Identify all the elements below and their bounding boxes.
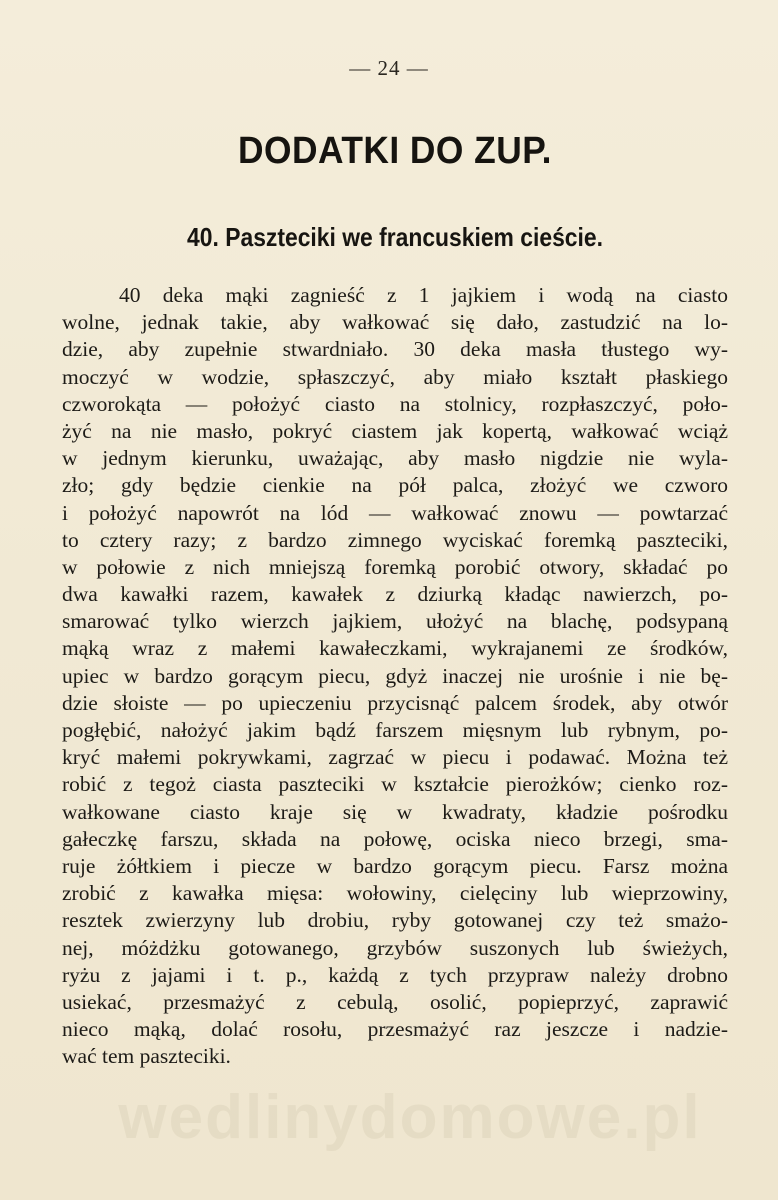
watermark: wedlinydomowe.pl	[118, 1083, 702, 1152]
text-line: ryżu z jajami i t. p., każdą z tych przypraw należy drobno	[62, 962, 728, 987]
page-number: — 24 —	[349, 56, 429, 80]
text-line: nieco mąką, dolać rosołu, przesmażyć raz jeszcze i nadzie-	[62, 1017, 728, 1042]
text-line: wolne, jednak takie, aby wałkować się dało, zastudzić na lo-	[62, 310, 728, 335]
text-line: w połowie z nich mniejszą foremką porobić otwory, składać po	[62, 554, 728, 579]
text-line: 40 deka mąki zagnieść z 1 jajkiem i wodą na ciasto	[119, 283, 728, 307]
text-line: dwa kawałki razem, kawałek z dziurką kładąc nawierzch, po-	[62, 582, 728, 607]
text-line: żyć na nie masło, pokryć ciastem jak kopertą, wałkować wciąż	[62, 418, 728, 443]
text-line: upiec w bardzo gorącym piecu, gdyż inaczej nie urośnie i nie bę-	[62, 663, 728, 688]
text-line: wałkowane ciasto kraje się w kwadraty, kładzie pośrodku	[62, 799, 728, 824]
text-line: zrobić z kawałka mięsa: wołowiny, cielęciny lub wieprzowiny,	[62, 881, 728, 906]
text-line: w jednym kierunku, uważając, aby masło nigdzie nie wyla-	[62, 446, 728, 471]
text-line: dzie, aby zupełnie stwardniało. 30 deka masła tłustego wy-	[62, 337, 728, 362]
recipe-title: 40. Paszteciki we francuskiem cieście.	[187, 222, 603, 252]
chapter-title: DODATKI DO ZUP.	[238, 130, 552, 172]
text-line: resztek zwierzyny lub drobiu, ryby gotowanej czy też smażo-	[62, 908, 728, 933]
text-line: to cztery razy; z bardzo zimnego wyciskać foremką paszteciki,	[62, 527, 728, 552]
text-line: pogłębić, nałożyć jakim bądź farszem mięsnym lub rybnym, po-	[62, 718, 728, 742]
text-line: zło; gdy będzie cienkie na pół palca, złożyć we czworo	[62, 473, 728, 498]
text-line: usiekać, przesmażyć z cebulą, osolić, popieprzyć, zaprawić	[62, 989, 728, 1014]
text-line: i położyć napowrót na lód — wałkować znowu — powtarzać	[62, 500, 728, 525]
text-line: dzie słoiste — po upieczeniu przycisnąć palcem środek, aby otwór	[62, 690, 728, 715]
recipe-body	[62, 282, 728, 1070]
text-line: smarować tylko wierzch jajkiem, ułożyć na blachę, podsypaną	[62, 609, 728, 634]
text-line: nej, móżdżku gotowanego, grzybów suszonych lub świeżych,	[62, 935, 728, 960]
text-line: robić z tegoż ciasta paszteciki w kształcie pierożków; cienko roz-	[62, 772, 728, 797]
text-line: ruje żółtkiem i piecze w bardzo gorącym piecu. Farsz można	[62, 853, 728, 878]
text-line: gałeczkę farszu, składa na połowę, ociska nieco brzegi, sma-	[62, 826, 728, 851]
text-line: kryć małemi pokrywkami, zagrzać w piecu i podawać. Można też	[62, 745, 728, 770]
text-line: czworokąta — położyć ciasto na stolnicy, rozpłaszczyć, poło-	[62, 391, 728, 416]
text-line: moczyć w wodzie, spłaszczyć, aby miało kształt płaskiego	[62, 364, 728, 389]
text-line: mąką wraz z małemi kawałeczkami, wykrajanemi ze środków,	[62, 636, 728, 661]
text-line: wać tem paszteciki.	[62, 1044, 231, 1069]
